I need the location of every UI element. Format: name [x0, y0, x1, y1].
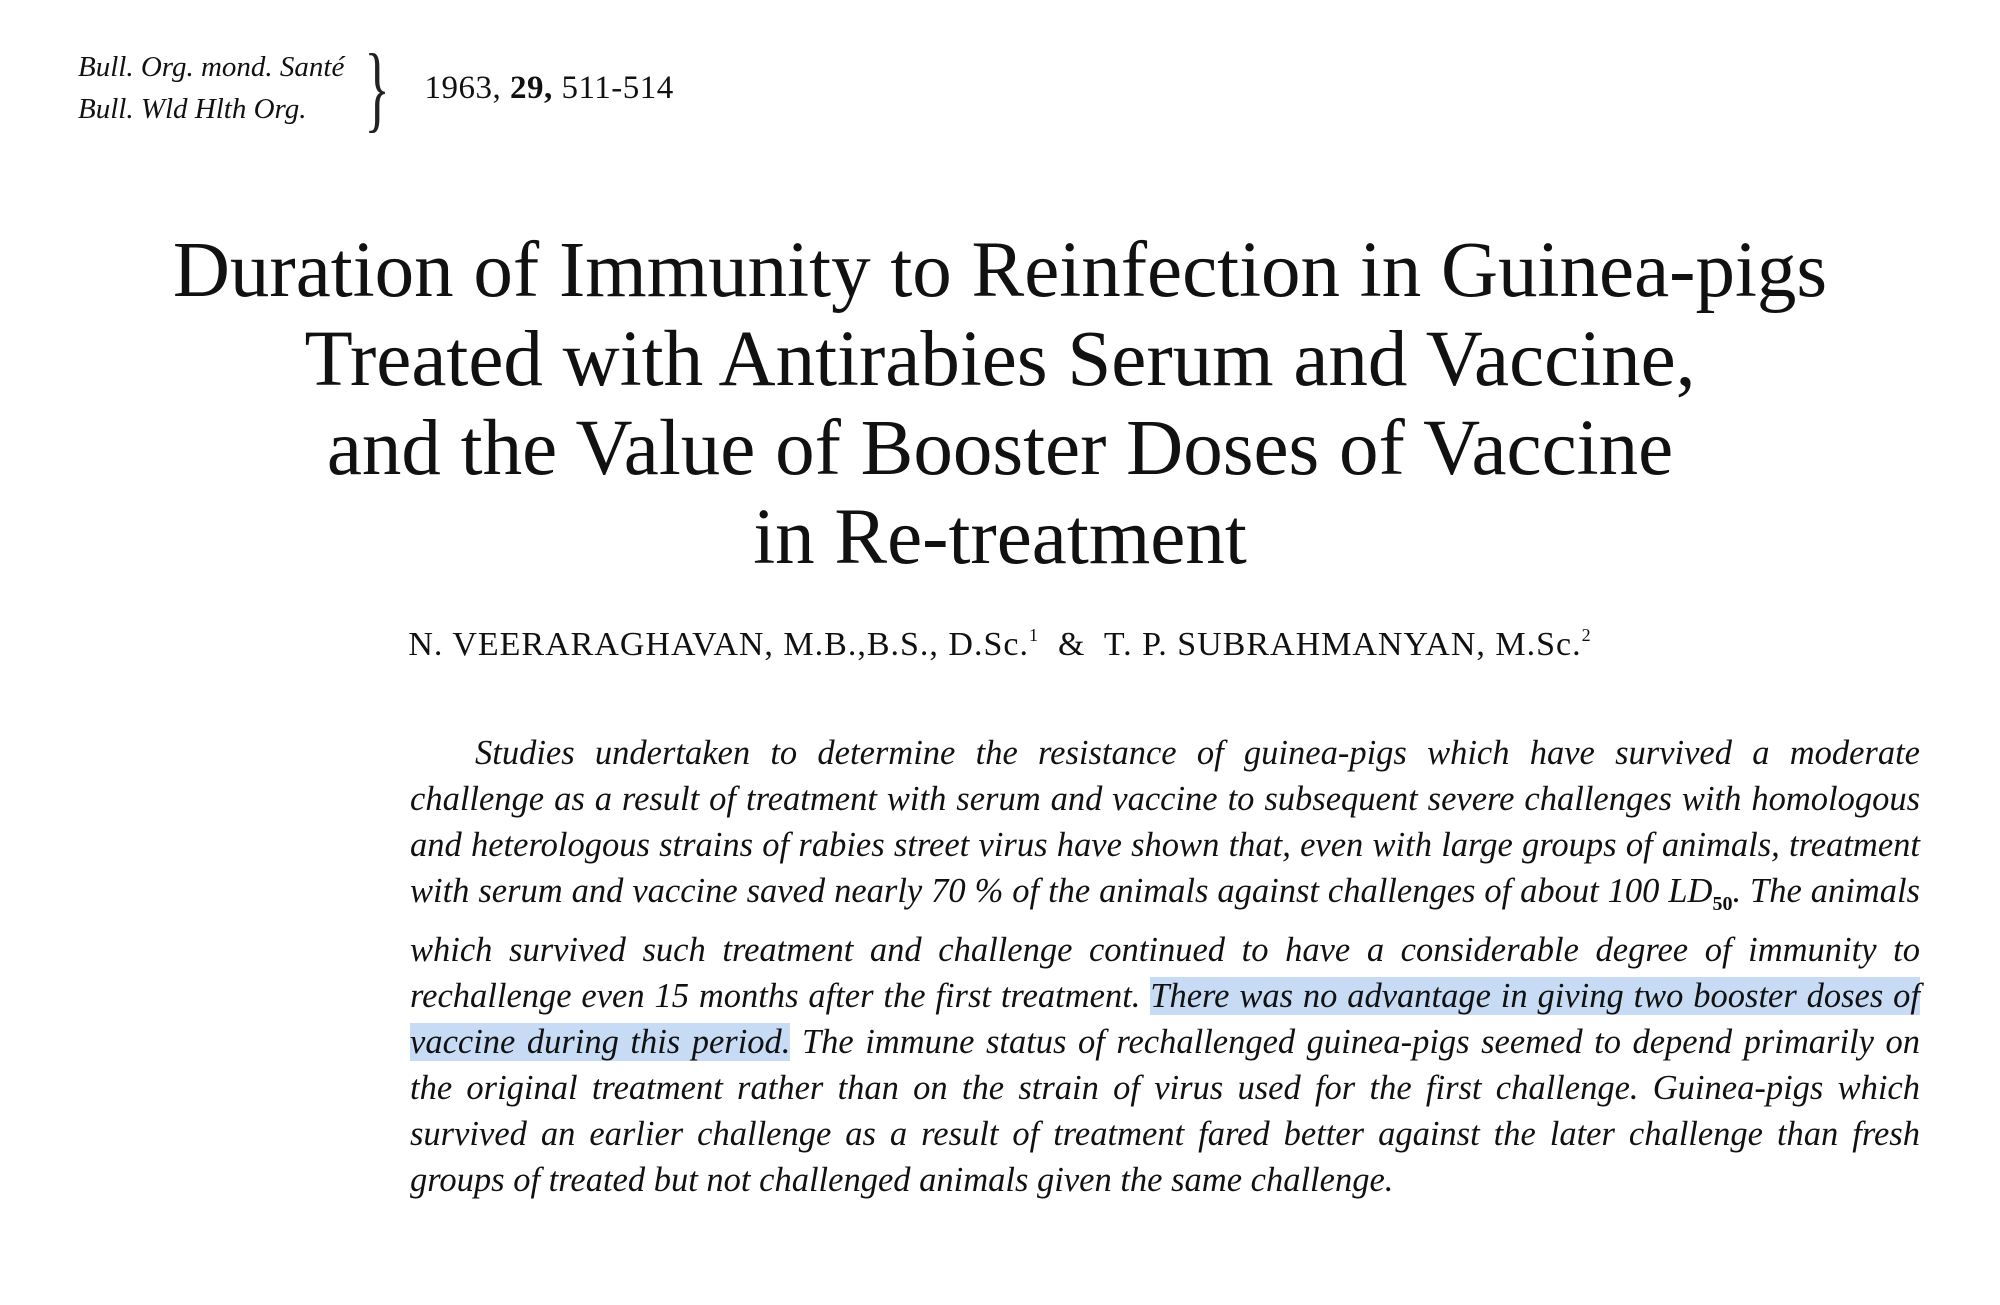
- ld50-subscript: 50: [1712, 893, 1733, 915]
- journal-name-en: Bull. Wld Hlth Org.: [78, 93, 307, 125]
- citation-volume: 29,: [509, 69, 553, 106]
- abstract-part-2: . The animals which survived such treatment and challenge continued to have a considerable degree of immunity to rechallenge even 15 months after the first treatment.: [410, 872, 1920, 1015]
- highlighted-selection[interactable]: There was no advantage in giving two booster doses of vaccine during this period.: [410, 977, 1920, 1061]
- brace-symbol: }: [364, 34, 391, 141]
- author-2-footnote: 2: [1581, 625, 1592, 645]
- author-1-footnote: 1: [1028, 625, 1039, 645]
- abstract-part-3: The immune status of rechallenged guinea-pigs seemed to depend primarily on the original treatment rather than on the strain of virus used for the first challenge. Guinea-pigs which survived an earlier challenge as a result of treatment fared better against the later challenge than fresh groups of treated but not challenged animals given the same challenge.: [410, 1023, 1920, 1199]
- author-separator: &: [1057, 626, 1086, 663]
- journal-header: [78, 34, 674, 141]
- title-line-1: Duration of Immunity to Reinfection in Guinea-pigs: [172, 227, 1828, 314]
- journal-names: [78, 46, 344, 130]
- paper-title: [40, 226, 1960, 582]
- citation-pages: 511-514: [561, 69, 674, 106]
- abstract-part-1: Studies undertaken to determine the resistance of guinea-pigs which have survived a moderate challenge as a result of treatment with serum and vaccine to subsequent severe challenges with homologous and heterologous strains of rabies street virus have shown that, even with large groups of animals, treatment with serum and vaccine saved nearly 70 % of the animals against challenges of about 100 LD: [410, 734, 1920, 910]
- title-line-3: and the Value of Booster Doses of Vaccine: [326, 405, 1674, 492]
- author-1: N. VEERARAGHAVAN, M.B.,B.S., D.Sc.: [408, 626, 1029, 663]
- title-line-4: in Re-treatment: [753, 494, 1247, 581]
- authors: [0, 625, 2000, 664]
- author-2: T. P. SUBRAHMANYAN, M.Sc.: [1103, 626, 1582, 663]
- title-line-2: Treated with Antirabies Serum and Vaccine,: [304, 316, 1696, 403]
- journal-name-fr: Bull. Org. mond. Santé: [78, 51, 345, 83]
- citation-year: 1963,: [424, 69, 502, 106]
- abstract[interactable]: [410, 730, 1920, 1203]
- citation: [424, 70, 673, 107]
